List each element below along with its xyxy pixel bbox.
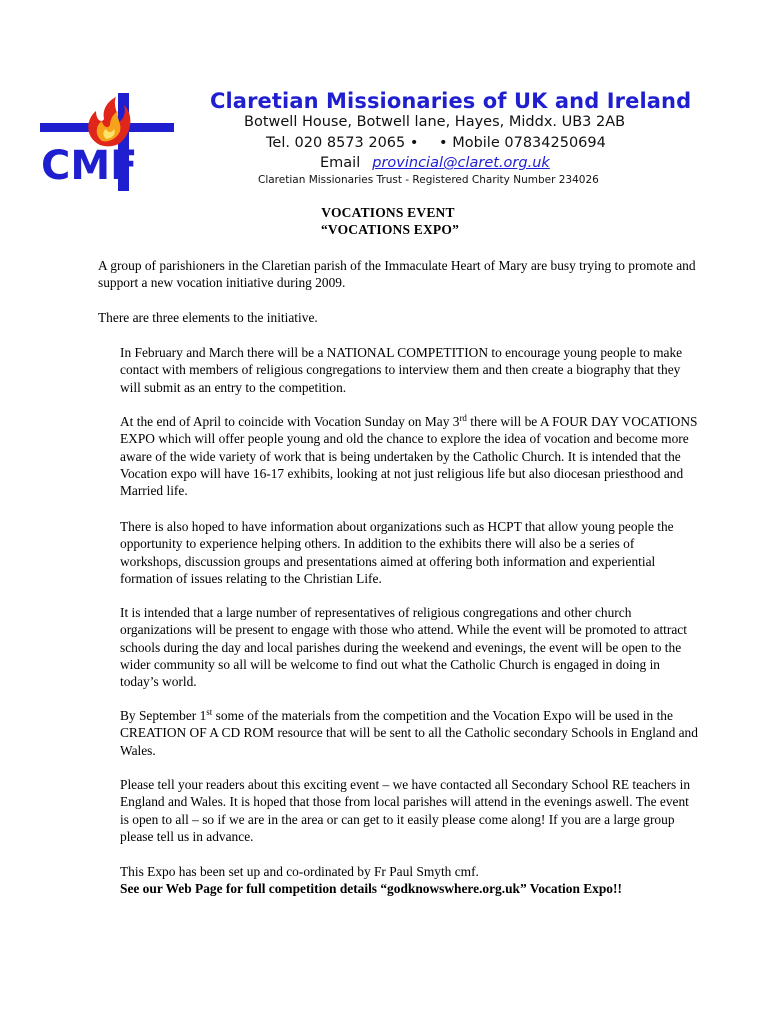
elements-paragraph: There are three elements to the initiative. <box>98 310 318 325</box>
expo-date-suffix: rd <box>459 413 467 423</box>
september-text-end: some of the materials from the competition and the Vocation Expo will be used in the CREATION OF A CD ROM resource that will be sent to all the Catholic secondary Schools in England and Wales. <box>120 708 698 758</box>
september-text-start: By September 1 <box>120 708 207 723</box>
competition-paragraph: In February and March there will be a NATIONAL COMPETITION to encourage young people to make contact with members of religious congregations to interview them and then create a biography that they will submit as an entry to the competition. <box>120 345 683 395</box>
intro-paragraph: A group of parishioners in the Claretian parish of the Immaculate Heart of Mary are busy trying to promote and support a new vocation initiative during 2009. <box>98 258 696 291</box>
web-page-notice: See our Web Page for full competition details “godknowswhere.org.uk” Vocation Expo!! <box>120 881 622 896</box>
september-date-suffix: st <box>206 707 213 717</box>
email-label: Email <box>320 155 361 171</box>
cmf-cross-flame-logo-icon <box>40 93 174 191</box>
expo-paragraph <box>120 413 698 499</box>
logo-text: CMF <box>41 143 138 189</box>
representatives-paragraph: It is intended that a large number of representatives of religious congregations and other church organizations will be present to engage with those who attend. While the event will be promoted to attract schools during the day and local parishes during the weekend and evenings, the event will be open to the wider community so all will be welcome to find out what the Catholic Church is engaged in doing in today’s world. <box>120 605 687 690</box>
email-line <box>320 155 550 171</box>
organization-title: Claretian Missionaries of UK and Ireland <box>210 89 692 113</box>
info-paragraph: There is also hoped to have information about organizations such as HCPT that allow young people the opportunity to experience helping others. In addition to the exhibits there will also be a series of workshops, discussion groups and presentations aimed at offering both information and experiential formation of issues relating to the Christian Life. <box>120 519 674 586</box>
readers-paragraph: Please tell your readers about this exciting event – we have contacted all Secondary School RE teachers in England and Wales. It is hoped that those from local parishes will attend in the evenings aswell. The event is open to all – so if we are in the area or can get to it easily please come along! If you are a large group please tell us in advance. <box>120 777 691 844</box>
event-heading: VOCATIONS EVENT <box>321 205 455 220</box>
expo-text-end: there will be A FOUR DAY VOCATIONS EXPO which will offer people young and old the chance to explore the idea of vocation and become more aware of the wide variety of work that is being undertaken by the Catholic Church. It is intended that the Vocation expo will have 16-17 exhibits, looking at not just religious life but also diocesan priesthood and Married life. <box>120 414 698 499</box>
phone-line <box>266 135 606 151</box>
coordinated-paragraph: This Expo has been set up and co-ordinated by Fr Paul Smyth cmf. <box>120 864 479 879</box>
letterhead <box>0 0 768 200</box>
september-paragraph <box>120 707 698 759</box>
expo-text-start: At the end of April to coincide with Vocation Sunday on May 3 <box>120 414 460 429</box>
event-subheading: “VOCATIONS EXPO” <box>320 222 460 237</box>
telephone: Tel. 020 8573 2065 • <box>266 135 419 151</box>
charity-registration: Claretian Missionaries Trust - Registered Charity Number 234026 <box>258 174 599 186</box>
address-line: Botwell House, Botwell lane, Hayes, Middx. UB3 2AB <box>244 114 626 130</box>
mobile: • Mobile 07834250694 <box>439 135 606 151</box>
email-link[interactable]: provincial@claret.org.uk <box>372 155 550 171</box>
